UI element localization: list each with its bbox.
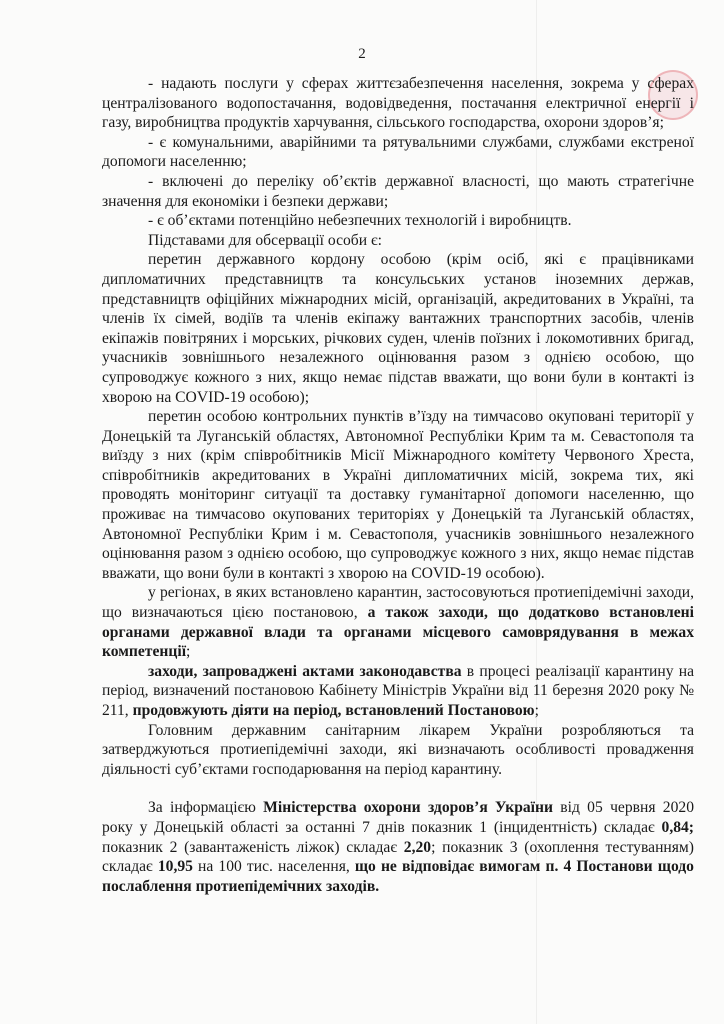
page-number: 2 <box>358 46 366 62</box>
paragraph <box>102 133 694 172</box>
text: ; <box>186 643 191 661</box>
document-body <box>102 74 694 896</box>
text: Головним державним санітарним лікарем України розробляються та затверджуються протиепідемічні заходи, які визначають особливості провадження діяльності суб’єктами господарювання на період карантину. <box>102 721 694 778</box>
text: перетин особою контрольних пунктів в’їзду на тимчасово окуповані території у Донецькій та Луганській областях, Автономної Республіки Крим та м. Севастополя та виїзду з них (крім співробітників Місії Міжнародного комітету Червоного Хреста, співробітників акредитованих в Україні дипломатичних місій, зокрема тих, які проводять моніторинг ситуації та доставку гуманітарної допомоги населенню, що проживає на тимчасово окупованих територіях у Донецькій та Луганській областях, Автономної Республіки Крим і м. Севастополя, учасників зовнішнього незалежного оцінювання разом з однією особою, що супроводжує кожного з них, якщо немає підстав вважати, що вони були в контакті з хворою на COVID-19 особою). <box>102 408 694 582</box>
text: - включені до переліку об’єктів державної власності, що мають стратегічне значення для економіки і безпеки держави; <box>102 172 694 210</box>
paragraph <box>102 662 694 721</box>
paragraph <box>102 721 694 780</box>
text: ; <box>534 702 539 719</box>
paragraph <box>102 250 694 407</box>
text: - є об’єктами потенційно небезпечних технологій і виробництв. <box>148 212 572 230</box>
paragraph <box>102 583 694 661</box>
text: показник 2 (завантаженість ліжок) складає <box>102 838 404 856</box>
paragraph <box>102 407 694 583</box>
bold-text: Міністерства охорони здоров’я України <box>263 799 553 817</box>
bold-text: 10,95 <box>157 858 193 876</box>
text: Підставами для обсервації особи є: <box>148 231 383 249</box>
bold-text: продовжують діяти на період, встановлений Постановою <box>132 702 535 719</box>
text: - надають послуги у сферах життєзабезпечення населення, зокрема у сферах централізованого водопостачання, водовідведення, постачання електричної енергії і газу, виробництва продуктів харчування, сільського господарства, охорони здоров’я; <box>102 75 694 132</box>
text: ; показник 3 (охоплення тестуванням) складає <box>102 838 694 876</box>
text: у регіонах, в яких встановлено карантин, застосовуються протиепідемічні заходи, що визначаються цією постановою, <box>102 584 694 622</box>
text: в процесі реалізації карантину на період, визначений постановою Кабінету Міністрів України від 11 березня 2020 року № 211, <box>102 662 694 719</box>
paragraph <box>102 798 694 896</box>
bold-text: заходи, запроваджені актами законодавства <box>148 662 462 680</box>
text: - є комунальними, аварійними та рятувальними службами, службами екстреної допомоги населенню; <box>102 133 694 171</box>
text: на 100 тис. населення, <box>192 858 355 876</box>
text: За інформацією <box>148 799 264 817</box>
paragraph <box>102 211 694 231</box>
paragraph <box>102 172 694 211</box>
paragraph <box>102 74 694 133</box>
bold-text: що не відповідає вимогам п. 4 Постанови щодо послаблення протиепідемічних заходів. <box>102 858 694 895</box>
text: перетин державного кордону особою (крім осіб, які є працівниками дипломатичних представництв та консульських установ іноземних держав, представництв офіційних міжнародних місій, організацій, акредитованих в Україні, та членів їх сімей, водіїв та членів екіпажу вантажних транспортних засобів, членів екіпажів повітряних і морських, річкових суден, членів поїзних і локомотивних бригад, учасників зовнішнього незалежного оцінювання разом з однією особою, що супроводжує кожного з них, якщо немає підстав вважати, що вони були в контакті із хворою на COVID-19 особою); <box>102 251 694 406</box>
bold-text: а також заходи, що додатково встановлені органами державної влади та органами місцевого самоврядування в межах компетенції <box>102 604 695 661</box>
bold-text: 0,84; <box>661 818 694 836</box>
bold-text: 2,20 <box>403 838 432 856</box>
text: від 05 червня 2020 року у Донецькій області за останні 7 днів показник 1 (інцидентність) складає <box>102 799 694 836</box>
paragraph <box>102 231 694 251</box>
